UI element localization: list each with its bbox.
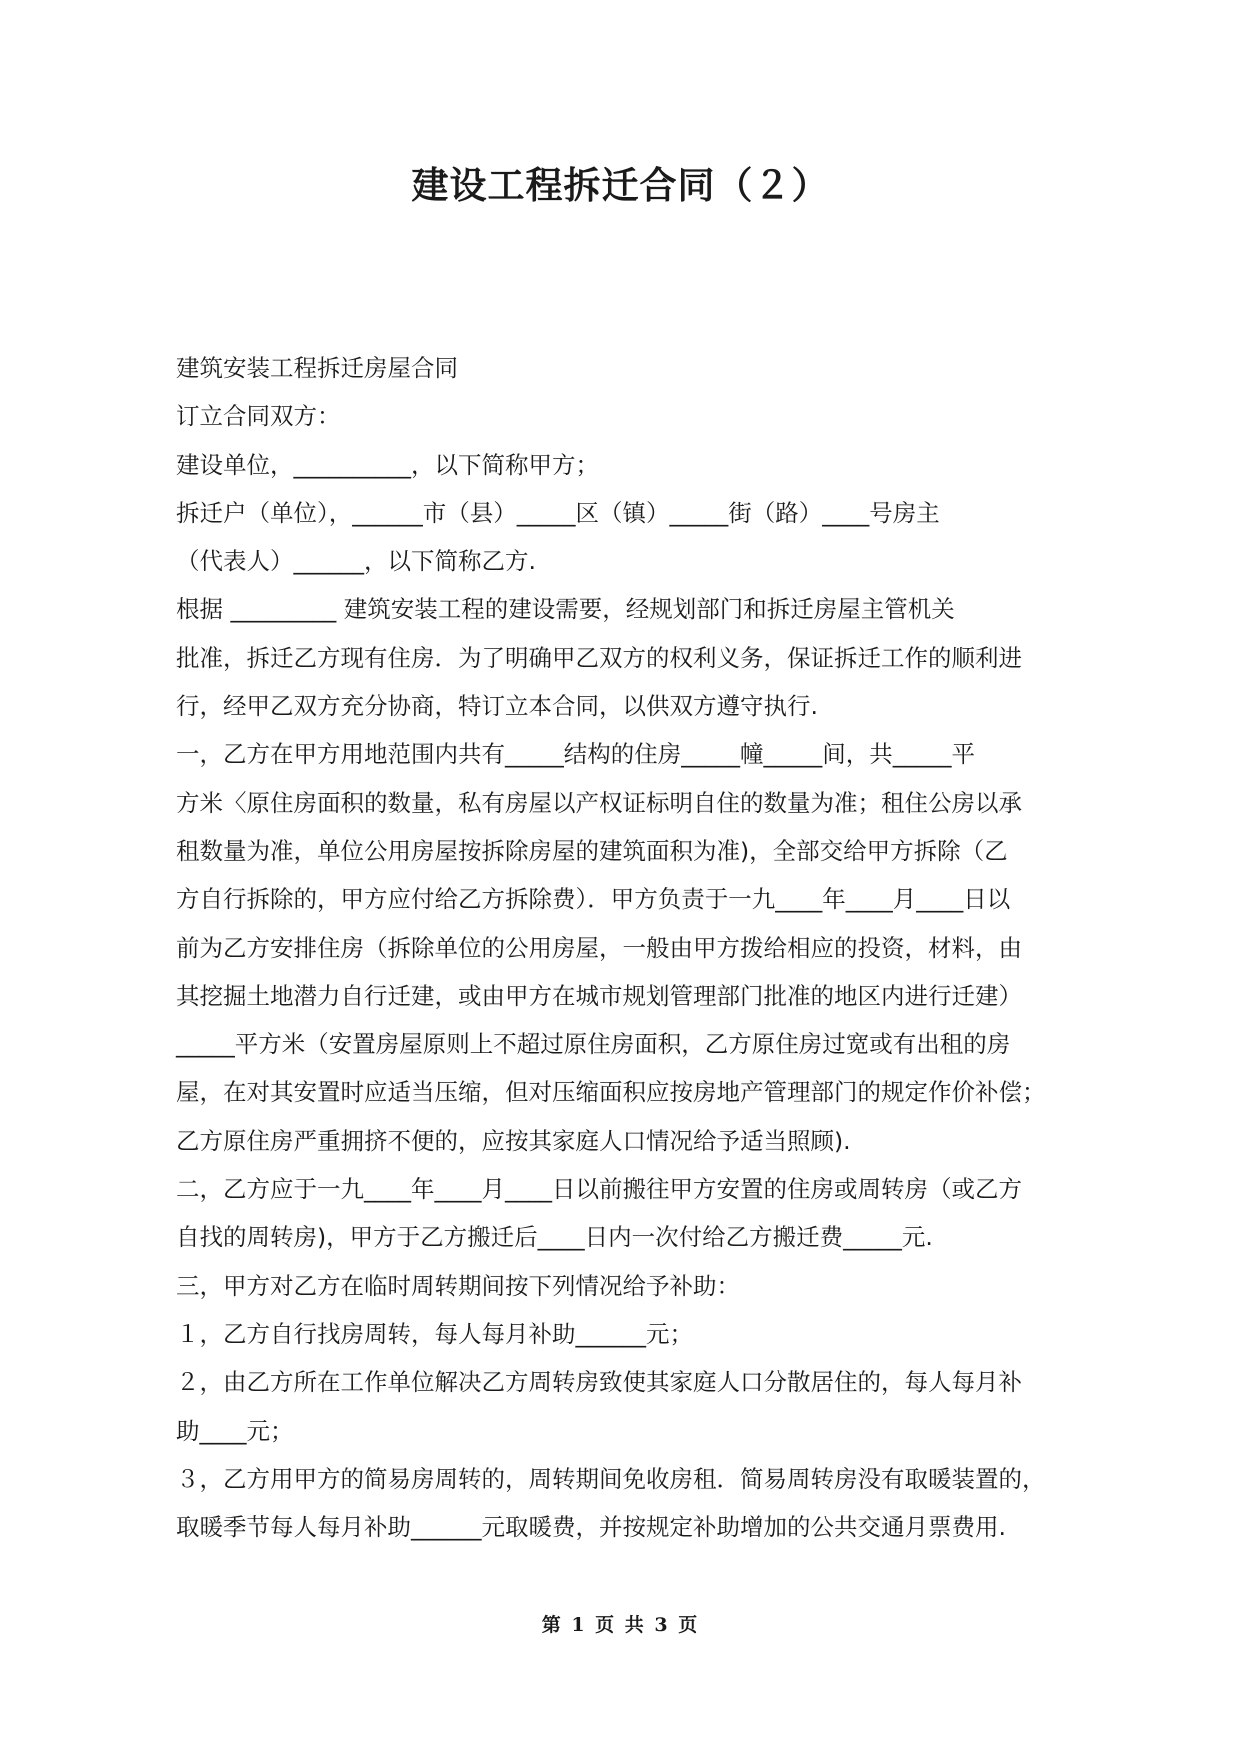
page-number-footer: 第 1 页 共 3 页 — [541, 1614, 700, 1636]
text-line: 二，乙方应于一九____年____月____日以前搬往甲方安置的住房或周转房（或乙方 — [176, 1175, 1022, 1204]
text-line: 方米〈原住房面积的数量，私有房屋以产权证标明自住的数量为准；租住公房以承 — [176, 788, 1022, 817]
contract-body — [176, 344, 1096, 1551]
text-line: 建设单位，__________，以下简称甲方； — [176, 450, 599, 479]
text-line: 租数量为准，单位公用房屋按拆除房屋的建筑面积为准)，全部交给甲方拆除（乙 — [176, 836, 1008, 865]
text-line: 方自行拆除的，甲方应付给乙方拆除费）．甲方负责于一九____年____月____日以 — [176, 885, 1011, 914]
text-line: 拆迁户（单位），______市（县）_____区（镇）_____街（路）____号房主 — [176, 498, 940, 527]
text-line: 批准，拆迁乙方现有住房．为了明确甲乙双方的权利义务，保证拆迁工作的顺利进 — [176, 643, 1022, 672]
text-line: 乙方原住房严重拥挤不便的，应按其家庭人口情况给予适当照顾). — [176, 1126, 851, 1155]
text-line: （代表人）______，以下简称乙方. — [176, 547, 536, 576]
text-line: 三，甲方对乙方在临时周转期间按下列情况给予补助： — [176, 1271, 740, 1300]
text-line: 行，经甲乙双方充分协商，特订立本合同，以供双方遵守执行. — [176, 692, 818, 721]
text-line: 根据 _________ 建筑安装工程的建设需要，经规划部门和拆迁房屋主管机关 — [176, 595, 955, 624]
document-title: 建设工程拆迁合同（２） — [411, 164, 830, 207]
text-line: １，乙方自行找房周转，每人每月补助______元； — [176, 1319, 693, 1348]
text-line: 取暖季节每人每月补助______元取暖费，并按规定补助增加的公共交通月票费用. — [176, 1513, 1006, 1542]
text-line: _____平方米（安置房屋原则上不超过原住房面积，乙方原住房过宽或有出租的房 — [176, 1030, 1011, 1059]
text-line: 前为乙方安排住房（拆除单位的公用房屋，一般由甲方拨给相应的投资，材料，由 — [176, 933, 1022, 962]
text-line: 自找的周转房)，甲方于乙方搬迁后____日内一次付给乙方搬迁费_____元. — [176, 1223, 933, 1252]
text-line: 订立合同双方： — [176, 402, 341, 431]
text-line: 一，乙方在甲方用地范围内共有_____结构的住房_____幢_____间，共_____平 — [176, 740, 975, 769]
text-line: 助____元； — [176, 1416, 294, 1445]
text-line: ３，乙方用甲方的简易房周转的，周转期间免收房租．简易周转房没有取暖装置的， — [176, 1464, 1046, 1493]
text-line: 建筑安装工程拆迁房屋合同 — [176, 354, 458, 382]
text-line: 屋，在对其安置时应适当压缩，但对压缩面积应按房地产管理部门的规定作价补偿； — [176, 1078, 1046, 1107]
text-line: 其挖掘土地潜力自行迁建，或由甲方在城市规划管理部门批准的地区内进行迁建） — [176, 981, 1022, 1010]
text-line: ２，由乙方所在工作单位解决乙方周转房致使其家庭人口分散居住的，每人每月补 — [176, 1368, 1022, 1397]
